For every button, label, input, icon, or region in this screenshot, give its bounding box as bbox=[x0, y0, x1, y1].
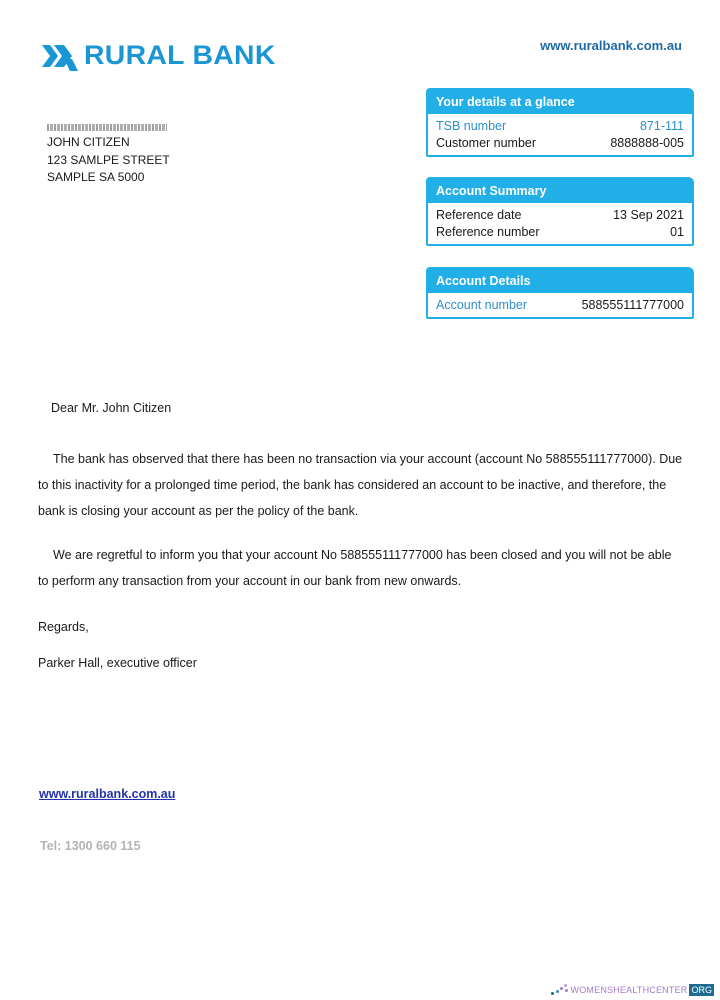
footer-website-link[interactable]: www.ruralbank.com.au bbox=[39, 787, 176, 801]
footer-telephone: Tel: 1300 660 115 bbox=[40, 839, 141, 853]
double-chevron-logo-icon bbox=[42, 41, 78, 71]
row-label: Reference date bbox=[436, 208, 522, 222]
rural-bank-logo bbox=[42, 40, 276, 71]
account-details-box bbox=[426, 267, 694, 319]
account-number-row bbox=[436, 297, 684, 314]
watermark-suffix: ORG bbox=[691, 985, 712, 995]
salutation bbox=[38, 401, 688, 415]
row-value: 871-111 bbox=[639, 119, 684, 133]
closing: Regards, bbox=[38, 620, 89, 634]
box-title: Account Details bbox=[428, 269, 692, 293]
paragraph-1 bbox=[38, 442, 688, 528]
customer-number-row bbox=[436, 135, 684, 152]
watermark-text: WOMENSHEALTHCENTER bbox=[570, 985, 688, 995]
box-title: Account Summary bbox=[428, 179, 692, 203]
dots-logo-icon bbox=[551, 984, 569, 996]
salutation-text: Dear Mr. John Citizen bbox=[51, 401, 172, 415]
para2-line1: We are regretful to inform you that your account No 588555111777000 has been closed and you will not be able bbox=[53, 548, 672, 562]
para1-line3: bank is closing your account as per the policy of the bank. bbox=[38, 504, 359, 518]
para1-line2: to this inactivity for a prolonged time period, the bank has considered an account to be inactive, and therefore, the bbox=[38, 478, 667, 492]
brand-name: RURAL BANK bbox=[84, 40, 276, 70]
details-at-a-glance-box bbox=[426, 88, 694, 157]
row-value: 13 Sep 2021 bbox=[613, 208, 684, 222]
recipient-address bbox=[47, 124, 170, 187]
row-label: Customer number bbox=[436, 136, 537, 150]
recipient-street: 123 SAMLPE STREET bbox=[47, 152, 170, 167]
row-label: Account number bbox=[436, 298, 528, 312]
reference-number-row bbox=[436, 224, 684, 241]
row-label: TSB number bbox=[436, 119, 507, 133]
row-value: 588555111777000 bbox=[581, 298, 684, 312]
row-label: Reference number bbox=[436, 225, 540, 239]
row-value: 8888888-005 bbox=[610, 136, 684, 150]
recipient-name: JOHN CITIZEN bbox=[47, 135, 130, 149]
postal-barcode bbox=[47, 124, 167, 131]
recipient-city: SAMPLE SA 5000 bbox=[47, 170, 145, 184]
para1-line1: The bank has observed that there has been no transaction via your account (account No 588555111777000). Due bbox=[53, 452, 683, 466]
reference-date-row bbox=[436, 207, 684, 224]
signature: Parker Hall, executive officer bbox=[38, 656, 197, 670]
account-summary-box bbox=[426, 177, 694, 246]
para2-line2: to perform any transaction from your account in our bank from new onwards. bbox=[38, 574, 462, 588]
tsb-number-row bbox=[436, 118, 684, 135]
watermark bbox=[551, 984, 714, 996]
row-value: 01 bbox=[670, 225, 684, 239]
header-website-link[interactable]: www.ruralbank.com.au bbox=[540, 38, 682, 53]
paragraph-2 bbox=[38, 538, 688, 598]
box-title: Your details at a glance bbox=[428, 90, 692, 114]
